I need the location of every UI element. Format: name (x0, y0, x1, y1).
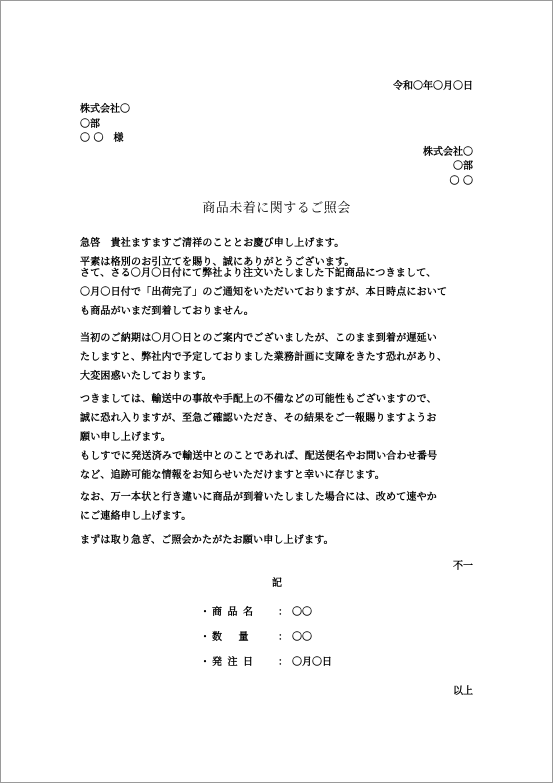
body-line: 平素は格別のお引立てを賜り、誠にありがとうございます。 (80, 257, 355, 268)
body-line: もしすでに発送済みで輸送中とのことであれば、配送便名やお問い合わせ番号 (80, 451, 438, 462)
body-line: さて、さる〇月〇日付にて弊社より注文いたしました下記商品につきまして、 (80, 268, 437, 279)
item-value: 〇月〇日 (292, 657, 332, 668)
paragraph-closing-remark (80, 531, 480, 550)
item-separator: ： (278, 607, 288, 618)
body-line: 〇月〇日付で「出荷完了」のご通知をいただいておりますが、本日時点において (80, 287, 448, 298)
body-line: も商品がいまだ到着しておりません。 (80, 306, 254, 317)
bullet: ・ (200, 632, 210, 643)
item-order-date (200, 658, 332, 668)
item-product-name (200, 608, 312, 618)
body-line: まずは取り急ぎ、ご照会かたがたお願い申し上げます。 (80, 535, 334, 546)
sender-department: 〇部 (453, 161, 473, 172)
body-line: 願い申し上げます。 (80, 432, 171, 443)
paragraph-tracking (80, 447, 480, 485)
item-quantity (200, 633, 312, 643)
item-label: 数 量 (212, 632, 250, 643)
recipient-name: 〇 〇 様 (80, 133, 124, 144)
body-line: など、追跡可能な情報をお知らせいただけますと幸いに存じます。 (80, 470, 385, 481)
end-word: 以上 (453, 686, 473, 697)
item-separator: ： (278, 657, 288, 668)
ki-heading: 記 (272, 578, 282, 589)
document-title: 商品未着に関するご照会 (202, 201, 351, 216)
body-line: たしますと、弊社内で予定しておりました業務計画に支障をきたす恐れがあり、 (80, 352, 448, 363)
body-line: 当初のご納期は〇月〇日とのご案内でございましたが、このまま到着が遅延い (80, 333, 437, 344)
item-value: 〇〇 (292, 607, 312, 618)
recipient-company: 株式会社〇 (80, 104, 130, 115)
closing-word: 不一 (453, 561, 473, 572)
body-line: にご連絡申し上げます。 (80, 511, 192, 522)
bullet: ・ (200, 657, 210, 668)
sender-name: 〇 〇 (449, 176, 473, 187)
item-separator: ： (278, 632, 288, 643)
paragraph-request (80, 390, 480, 447)
item-label: 発 注 日 (212, 657, 254, 668)
letter-date: 令和〇年〇月〇日 (393, 81, 473, 92)
paragraph-delay (80, 329, 480, 386)
paragraph-inquiry (80, 264, 480, 321)
paragraph-crossing (80, 488, 480, 526)
bullet: ・ (200, 607, 210, 618)
body-line: 急啓 貴社ますますご清祥のこととお慶び申し上げます。 (80, 238, 345, 249)
body-line: 大変困惑いたしております。 (80, 371, 212, 382)
item-value: 〇〇 (292, 632, 312, 643)
sender-company: 株式会社〇 (423, 147, 473, 158)
recipient-department: 〇部 (80, 119, 100, 130)
body-line: なお、万一本状と行き違いに商品が到着いたしました場合には、改めて速やか (80, 492, 437, 503)
item-label: 商 品 名 (212, 607, 254, 618)
body-line: つきましては、輸送中の事故や手配上の不備などの可能性もございますので、 (80, 394, 437, 405)
body-line: 誠に恐れ入りますが、至急ご確認いただき、その結果をご一報賜りますようお (80, 413, 437, 424)
